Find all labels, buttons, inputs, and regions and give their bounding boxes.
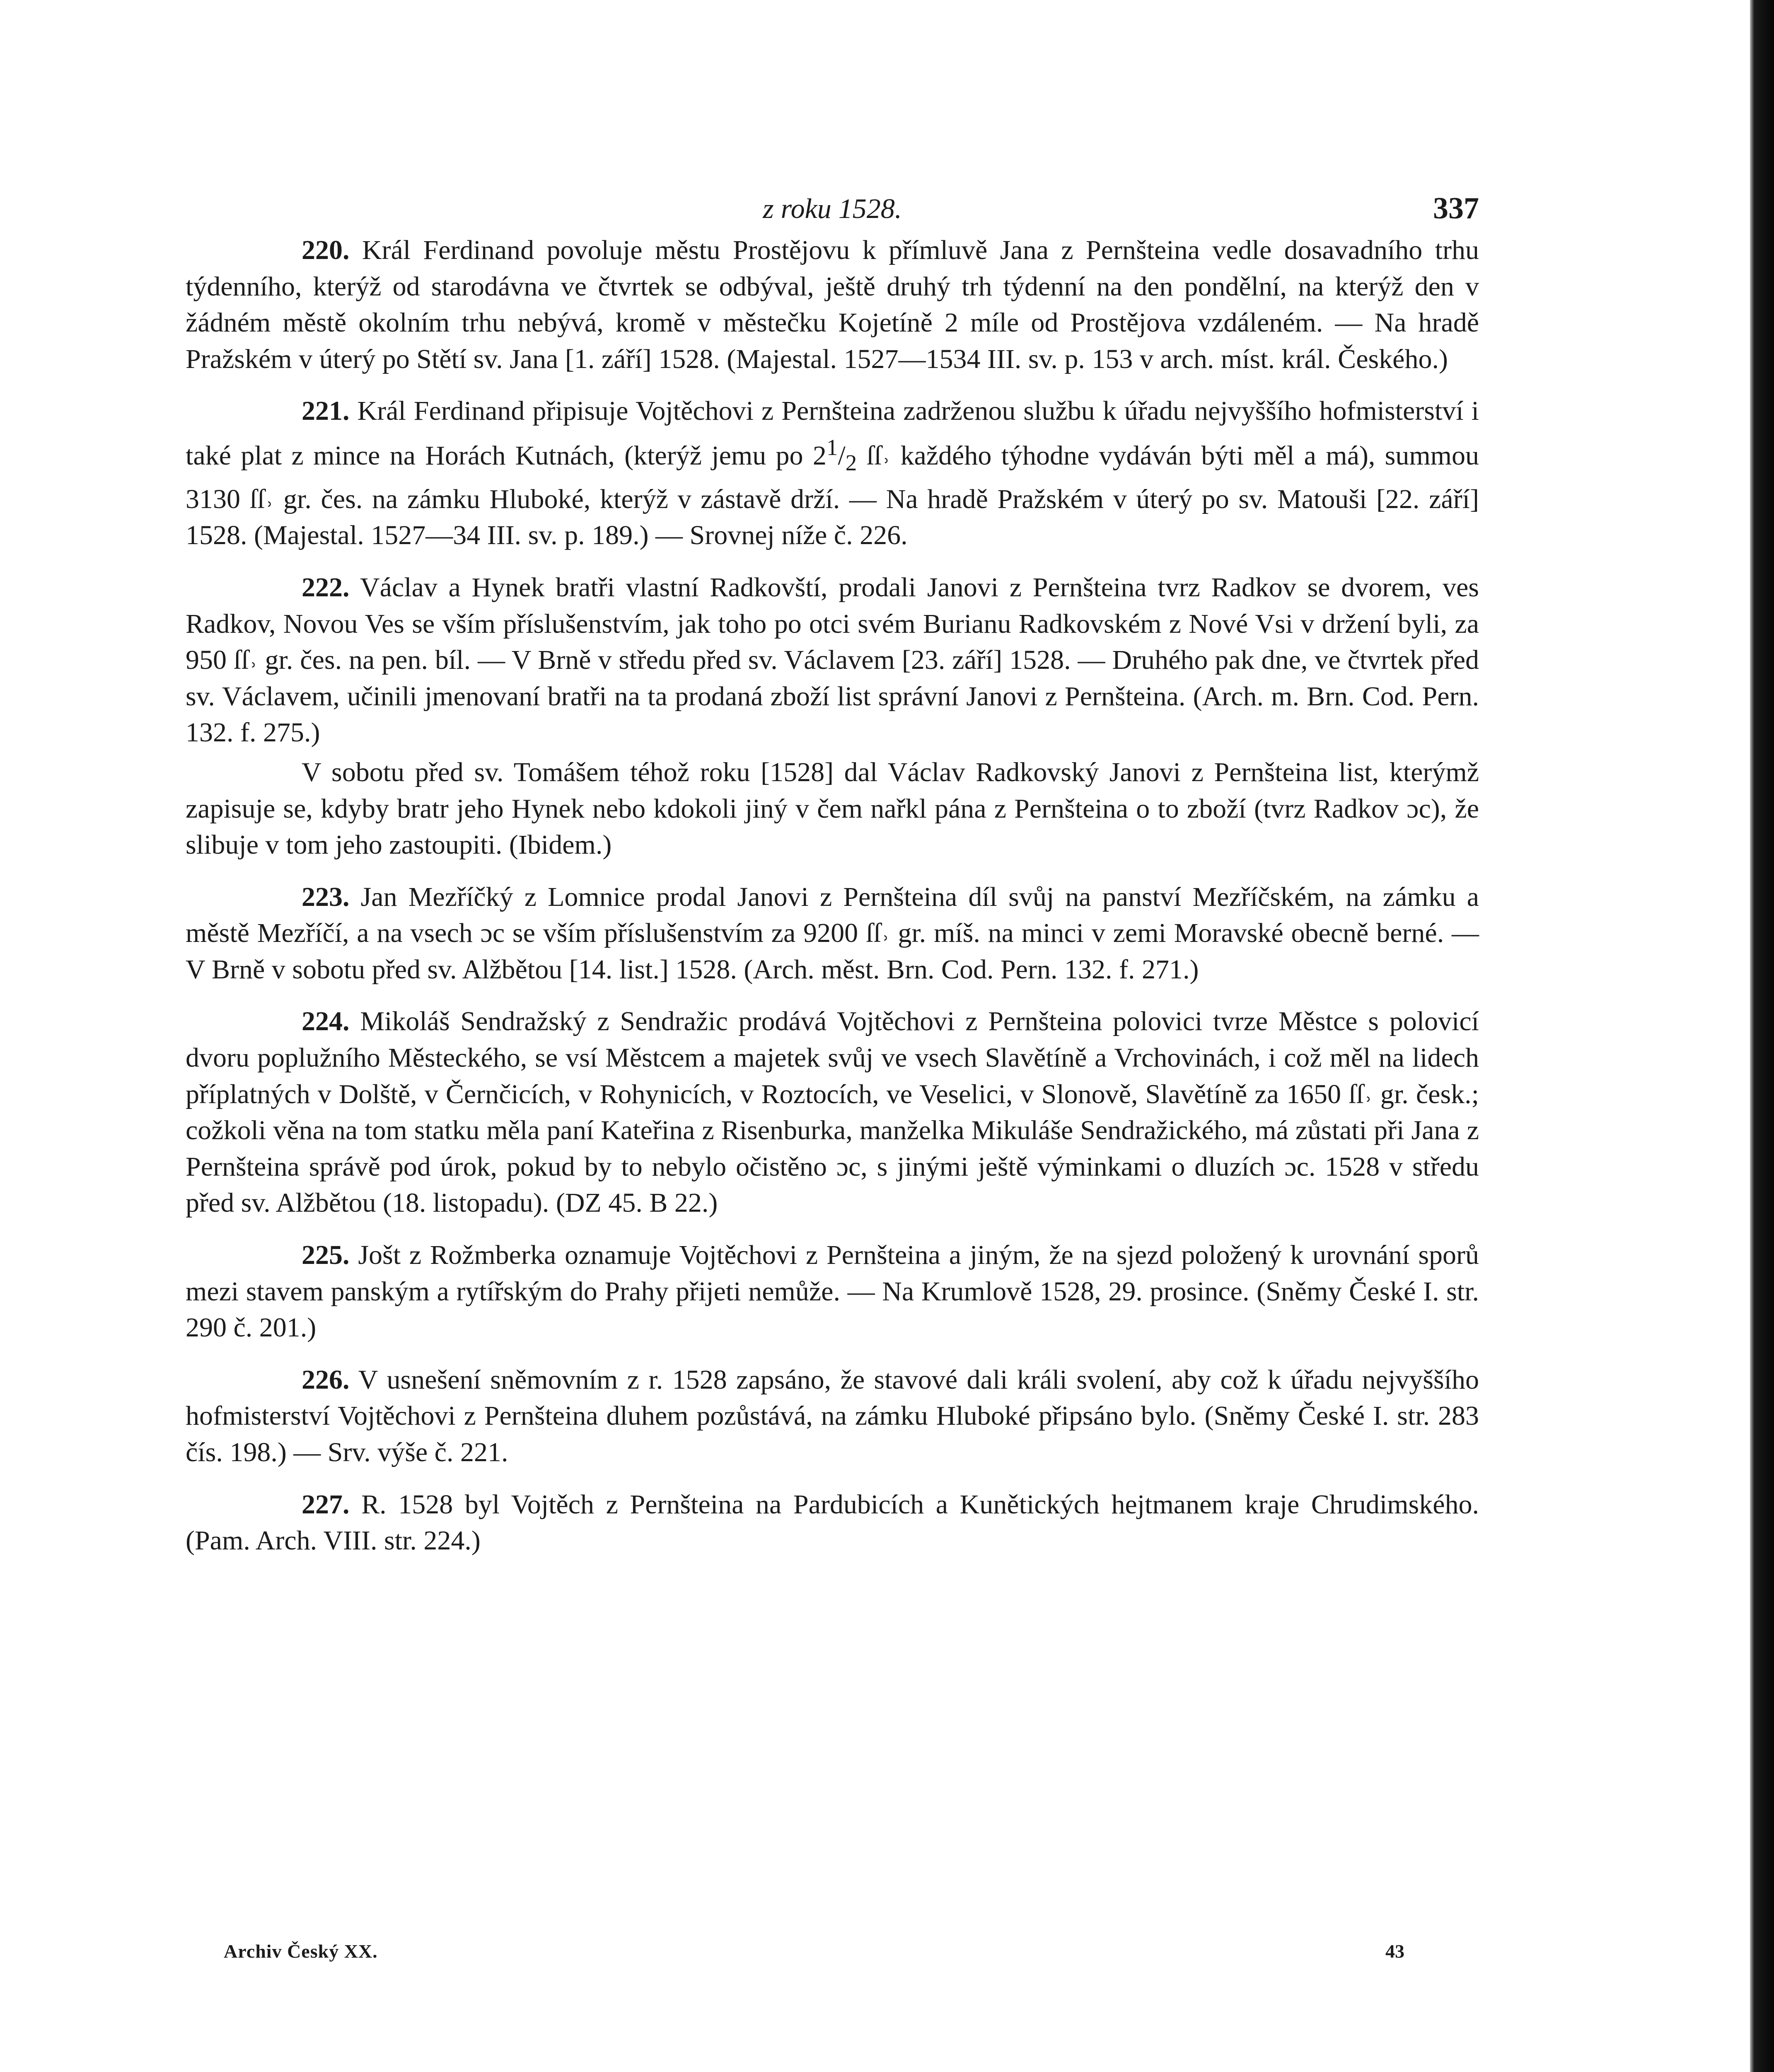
entry-number: 226. — [302, 1364, 350, 1395]
entry-text-continued: ſſ˒ každého týhodne vydáván býti měl a má), summou 3130 ſſ˒ gr. čes. na zámku Hluboké, kterýž v zástavě drží. — Na hradě Pražském v úterý po sv. Matouši [22. září] 1528. (Majestal. 1527—34 III. sv. p. 189.) — Srovnej níže č. 226. — [186, 440, 1479, 551]
entry-text: R. 1528 byl Vojtěch z Pernšteina na Pardubicích a Kunětických hejtmanem kraje Chrudimského. (Pam. Arch. VIII. str. 224.) — [186, 1489, 1479, 1556]
page — [186, 178, 1479, 1575]
entry-text: Král Ferdinand povoluje městu Prostějovu k přímluvě Jana z Pernšteina vedle dosavadního trhu týdenního, kterýž od starodávna ve čtvrtek se odbýval, ještě druhý trh týdenní na den pondělní, na kterýž den v žádném městě okolním trhu nebývá, kromě v městečku Kojetíně 2 míle od Prostějova vzdáleném. — Na hradě Pražském v úterý po Stětí sv. Jana [1. září] 1528. (Majestal. 1527—1534 III. sv. p. 153 v arch. míst. král. Českého.) — [186, 235, 1479, 374]
entry-text: Král Ferdinand připisuje Vojtěchovi z Pernšteina zadrženou službu k úřadu nejvyššího hofmisterství i také plat z mince na Horách Kutnách, (kterýž jemu po 2 — [186, 396, 1479, 471]
entry-text: V sobotu před sv. Tomášem téhož roku [1528] dal Václav Radkovský Janovi z Pernšteina list, kterýmž zapisuje se, kdyby bratr jeho Hynek nebo kdokoli jiný v čem nařkl pána z Pernšteina o to zboží (tvrz Radkov ɔc), že slibuje v tom jeho zastoupiti. (Ibidem.) — [186, 757, 1479, 860]
entry-227 — [186, 1486, 1479, 1559]
entry-number: 225. — [302, 1240, 350, 1271]
page-number: 337 — [1433, 191, 1479, 225]
running-head: z roku 1528. — [763, 193, 902, 224]
entry-text: V usnešení sněmovním z r. 1528 zapsáno, že stavové dali králi svolení, aby což k úřadu nejvyššího hofmisterství Vojtěchovi z Pernšteina dluhem pozůstává, na zámku Hluboké připsáno bylo. (Sněmy České I. str. 283 čís. 198.) — Srv. výše č. 221. — [186, 1364, 1479, 1467]
entry-text: Jošt z Rožmberka oznamuje Vojtěchovi z Pernšteina a jiným, že na sjezd položený k urovnání sporů mezi stavem panským a rytířským do Prahy přijeti nemůže. — Na Krumlově 1528, 29. prosince. (Sněmy České I. str. 290 č. 201.) — [186, 1240, 1479, 1343]
fraction-numerator: 1 — [826, 434, 838, 460]
entry-text: Jan Mezříčký z Lomnice prodal Janovi z Pernšteina díl svůj na panství Mezříčském, na zámku a městě Mezříčí, a na vsech ɔc se vším příslušenstvím za 9200 ſſ˒ gr. míš. na minci v zemi Moravské obecně berné. — V Brně v sobotu před sv. Alžbětou [14. list.] 1528. (Arch. měst. Brn. Cod. Pern. 132. f. 271.) — [186, 881, 1479, 985]
entry-number: 223. — [302, 881, 350, 912]
entry-224 — [186, 1003, 1479, 1221]
entry-number: 222. — [302, 572, 350, 603]
entry-223 — [186, 879, 1479, 988]
entry-number: 224. — [302, 1006, 350, 1037]
entry-225 — [186, 1237, 1479, 1346]
entry-text: Václav a Hynek bratři vlastní Radkovští, prodali Janovi z Pernšteina tvrz Radkov se dvorem, ves Radkov, Novou Ves se vším příslušenstvím, jak toho po otci svém Burianu Radkovském z Nové Vsi v držení byli, za 950 ſſ˒ gr. čes. na pen. bíl. — V Brně v středu před sv. Václavem [23. září] 1528. — Druhého pak dne, ve čtvrtek před sv. Václavem, učinili jmenovaní bratři na ta prodaná zboží list správní Janovi z Pernšteina. (Arch. m. Brn. Cod. Pern. 132. f. 275.) — [186, 572, 1479, 748]
signature-mark: Archiv Český XX. — [224, 1941, 378, 1962]
text-block — [186, 232, 1479, 1559]
entry-222-continuation — [186, 754, 1479, 863]
entry-number: 220. — [302, 235, 350, 265]
sheet-number: 43 — [1385, 1941, 1404, 1962]
entry-number: 221. — [302, 396, 350, 426]
page-header — [186, 178, 1479, 232]
entry-number: 227. — [302, 1489, 350, 1520]
entry-222 — [186, 569, 1479, 751]
entry-226 — [186, 1362, 1479, 1471]
entry-text: Mikoláš Sendražský z Sendražic prodává Vojtěchovi z Pernšteina polovici tvrze Městce s polovicí dvoru poplužního Městeckého, se vsí Městcem a majetek svůj ve vsech Slavětíně a Vrchovinách, i což měl na lidech příplatných v Dolště, v Černčicích, v Rohynicích, v Roztocích, ve Veselici, v Slonově, Slavětíně za 1650 ſſ˒ gr. česk.; cožkoli věna na tom statku měla paní Kateřina z Risenburka, manželka Mikuláše Sendražického, má zůstati při Jana z Pernšteina správě pod úrok, pokud by to nebylo očistěno ɔc, s jinými ještě výminkami o dluzích ɔc. 1528 v středu před sv. Alžbětou (18. listopadu). (DZ 45. B 22.) — [186, 1006, 1479, 1218]
entry-221: 221. Král Ferdinand připisuje Vojtěchovi z Pernšteina zadrženou službu k úřadu nejvyššího hofmisterství i také plat z mince na Horách Kutnách, (kterýž jemu po $2^1/_2$ ſſ˒ každého týhodne vydáván býti měl a má), summou 3130 ſſ˒ gr. čes. na zámku Hluboké, kterýž v zástavě drží. — Na hradě Pražském v úterý po sv. Matouši [22. září] 1528. (Majestal. 1527—34 III. sv. p. 189.) — Srovnej níže č. 226. — [186, 396, 1479, 551]
entry-220 — [186, 232, 1479, 377]
scan-edge-right — [1750, 0, 1774, 2072]
fraction-denominator: 2 — [845, 450, 857, 476]
